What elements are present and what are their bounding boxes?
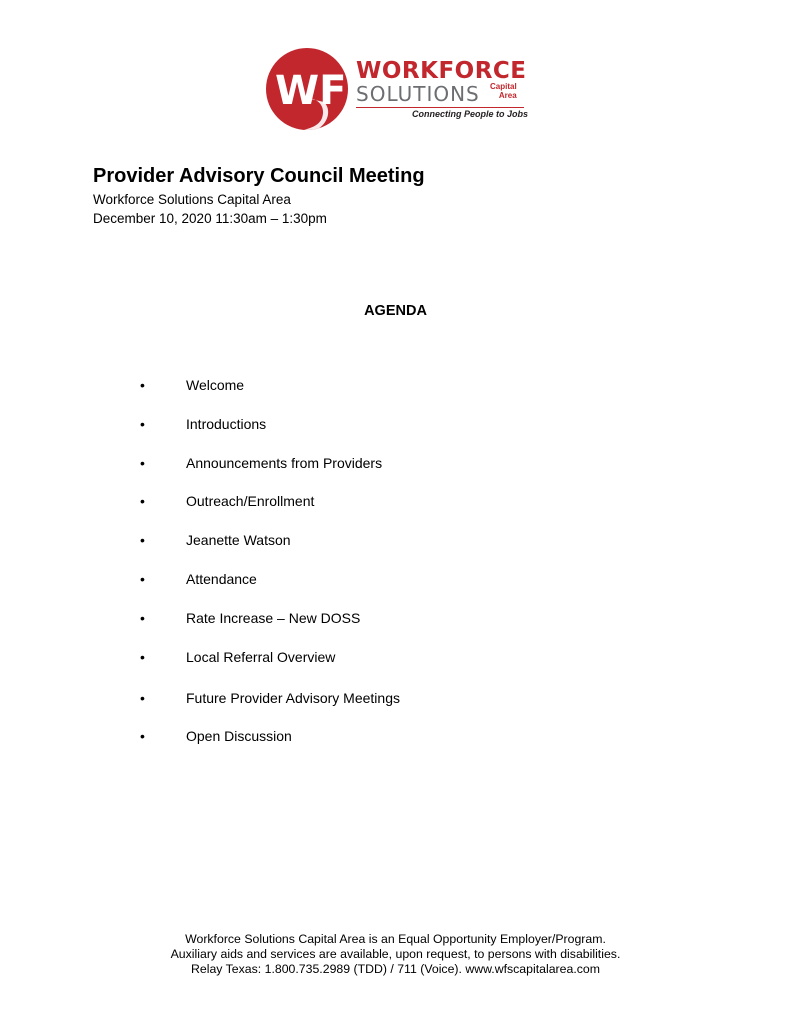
meeting-date-time: December 10, 2020 11:30am – 1:30pm <box>93 211 327 226</box>
logo-monogram-icon <box>266 48 348 130</box>
bullet-icon: • <box>140 689 145 706</box>
agenda-item-label: Jeanette Watson <box>186 532 291 549</box>
bullet-icon: • <box>140 454 145 471</box>
bullet-icon: • <box>140 648 145 665</box>
agenda-heading-text: AGENDA <box>364 303 427 319</box>
organization-name: Workforce Solutions Capital Area <box>93 192 291 207</box>
footer-relay-contact: Relay Texas: 1.800.735.2989 (TDD) / 711 (Voice). www.wfscapitalarea.com <box>191 962 600 976</box>
footer-equal-opportunity: Workforce Solutions Capital Area is an Equal Opportunity Employer/Program. <box>185 932 606 946</box>
agenda-item-label: Welcome <box>186 377 245 393</box>
logo-monogram: WF <box>275 68 347 114</box>
bullet-icon: • <box>140 728 145 745</box>
agenda-item-label: Introductions <box>186 415 267 432</box>
bullet-icon: • <box>140 415 145 432</box>
bullet-icon: • <box>140 493 145 510</box>
page-title: Provider Advisory Council Meeting <box>93 165 425 187</box>
agenda-item-label: Future Provider Advisory Meetings <box>186 689 400 706</box>
brand-divider <box>356 107 524 108</box>
agenda-item-label: Open Discussion <box>186 728 292 745</box>
agenda-heading <box>0 303 791 319</box>
brand-region-line2: Area <box>498 91 517 100</box>
brand-region <box>490 82 517 100</box>
agenda-item-label: Announcements from Providers <box>186 454 383 471</box>
bullet-icon: • <box>140 570 145 587</box>
brand-top: WORKFORCE <box>356 58 527 84</box>
logo-circle <box>266 48 348 130</box>
brand-region-line1: Capital <box>490 82 517 91</box>
bullet-icon: • <box>140 377 145 393</box>
brand-bottom: SOLUTIONS <box>356 82 480 106</box>
agenda-item-label: Outreach/Enrollment <box>186 493 315 510</box>
brand-tagline: Connecting People to Jobs <box>412 109 529 119</box>
footer <box>0 932 791 977</box>
agenda-item-label: Attendance <box>186 570 257 587</box>
bullet-icon: • <box>140 532 145 549</box>
footer-auxiliary-aids: Auxiliary aids and services are available, upon request, to persons with disabilities. <box>170 947 621 961</box>
workforce-solutions-logo <box>266 48 529 130</box>
agenda-item-label: Rate Increase – New DOSS <box>186 609 361 626</box>
agenda-item-label: Local Referral Overview <box>186 648 336 665</box>
bullet-icon: • <box>140 609 145 626</box>
